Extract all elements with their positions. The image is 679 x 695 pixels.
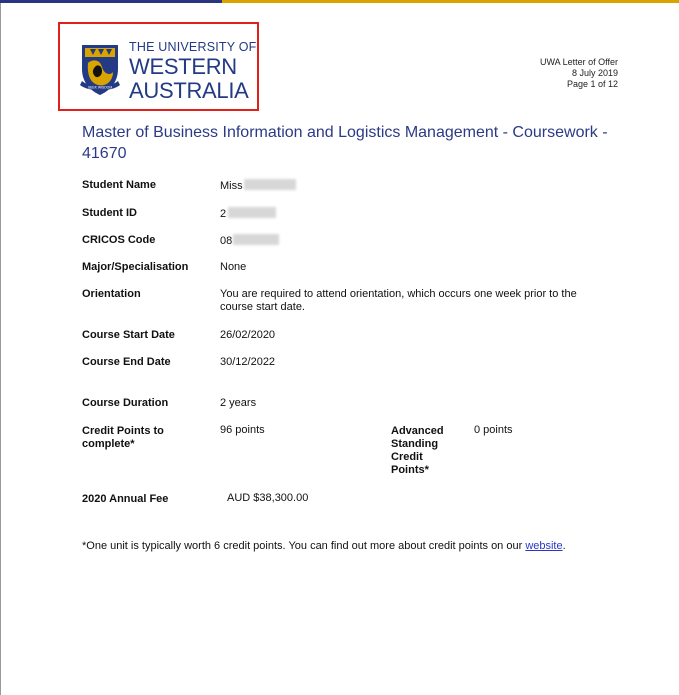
start-date-value: 26/02/2020 [220,329,276,341]
logo-line3: AUSTRALIA [129,77,249,103]
start-date-label: Course Start Date [82,329,175,341]
page-left-border [0,0,1,695]
redaction-blur [244,179,296,190]
student-name-text: Miss [220,180,243,192]
advanced-standing-label: Advanced Standing Credit Points* [391,425,444,476]
website-link[interactable]: website [525,540,563,552]
credit-points-label: Credit Points to complete* [82,425,164,450]
logo-line2: WESTERN [129,53,237,79]
end-date-label: Course End Date [82,356,171,368]
annual-fee-value: AUD $38,300.00 [227,492,309,504]
footnote-text: *One unit is typically worth 6 credit points. You can find out more about credit points on our [82,540,526,552]
university-crest-icon [80,43,120,97]
major-label: Major/Specialisation [82,261,189,273]
cricos-code-text: 08 [220,235,233,247]
letter-date: 8 July 2019 [571,68,618,78]
redaction-blur [233,234,279,245]
student-id-text: 2 [220,208,227,220]
redaction-blur [228,207,276,218]
crest-motto: SEEK WISDOM [87,85,113,90]
major-value: None [220,261,247,273]
student-id-label: Student ID [82,207,137,219]
student-name-label: Student Name [82,179,156,191]
annual-fee-label: 2020 Annual Fee [82,493,169,505]
orientation-label: Orientation [82,288,141,300]
logo-line1: THE UNIVERSITY OF [129,40,257,54]
credit-points-value: 96 points [220,424,265,436]
orientation-value: You are required to attend orientation, which occurs one week prior to the course start date. [220,288,577,313]
university-logo [58,22,259,111]
cricos-code-label: CRICOS Code [82,234,156,246]
top-bar-blue [0,0,222,3]
end-date-value: 30/12/2022 [220,356,276,368]
document-meta [540,57,618,90]
duration-value: 2 years [220,397,257,409]
student-name-value [220,179,296,193]
page-number: Page 1 of 12 [566,79,618,89]
credit-points-footnote [82,540,566,553]
advanced-standing-value: 0 points [474,424,513,436]
course-title: Master of Business Information and Logistics Management - Coursework - 41670 [82,124,608,162]
logo-wordmark [129,41,257,102]
student-id-value [220,207,276,221]
cricos-code-value [220,234,279,248]
top-bar-gold [222,0,679,3]
letter-name: UWA Letter of Offer [539,57,618,67]
duration-label: Course Duration [82,397,169,409]
footnote-end: . [562,540,566,552]
